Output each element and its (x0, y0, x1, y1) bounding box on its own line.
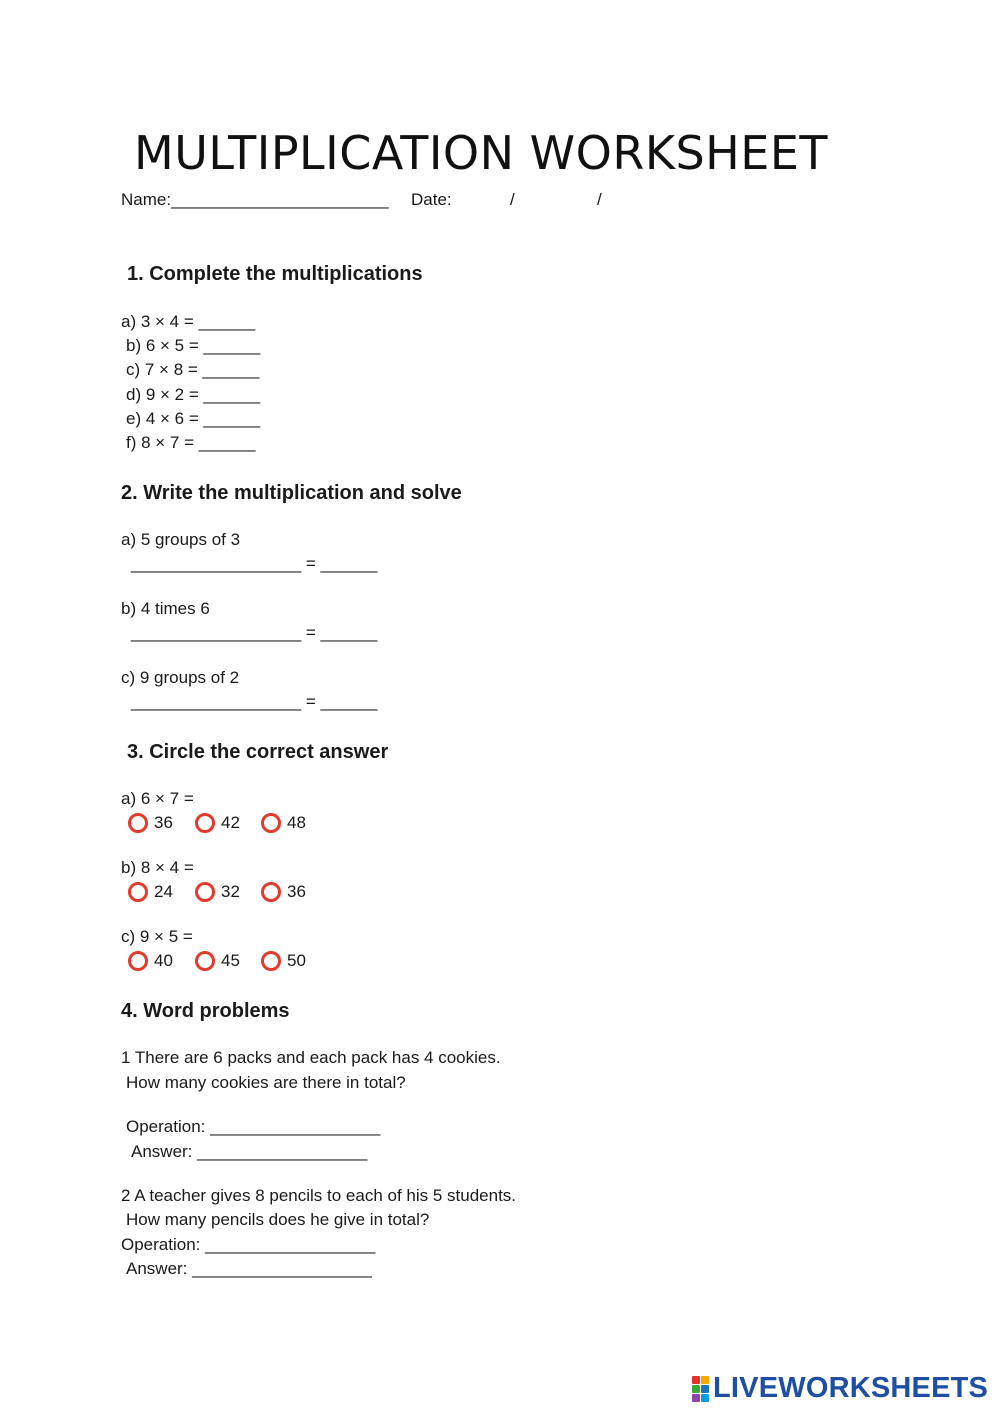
section-1-heading: 1. Complete the multiplications (127, 263, 423, 285)
circle-icon (261, 882, 281, 902)
worksheet-title: MULTIPLICATION WORKSHEET (134, 126, 829, 180)
circle-icon (195, 882, 215, 902)
section-3-heading: 3. Circle the correct answer (127, 741, 389, 763)
liveworksheets-logo-icon (692, 1376, 709, 1402)
multiplication-item[interactable]: b) 6 × 5 = ______ (126, 336, 261, 355)
answer-field[interactable]: Answer: ___________________ (126, 1259, 372, 1278)
circle-icon (261, 813, 281, 833)
name-field[interactable]: Name:_______________________ (121, 190, 389, 209)
word-problem-text: How many pencils does he give in total? (126, 1210, 430, 1229)
answer-option[interactable]: 40 (128, 951, 173, 971)
circle-icon (195, 813, 215, 833)
answer-line[interactable]: __________________ = ______ (131, 623, 378, 642)
date-separator: / (510, 190, 515, 209)
answer-option[interactable]: 36 (261, 882, 306, 902)
section-2-heading: 2. Write the multiplication and solve (121, 482, 462, 504)
answer-option[interactable]: 32 (195, 882, 240, 902)
question-prompt: b) 8 × 4 = (121, 858, 194, 877)
multiplication-item[interactable]: f) 8 × 7 = ______ (126, 433, 256, 452)
answer-option[interactable]: 48 (261, 813, 306, 833)
operation-field[interactable]: Operation: __________________ (121, 1235, 376, 1254)
multiplication-item[interactable]: e) 4 × 6 = ______ (126, 409, 261, 428)
word-problem-text: 2 A teacher gives 8 pencils to each of his 5 students. (121, 1186, 517, 1205)
circle-icon (128, 951, 148, 971)
circle-icon (128, 813, 148, 833)
answer-field[interactable]: Answer: __________________ (131, 1142, 368, 1161)
problem-prompt: c) 9 groups of 2 (121, 668, 240, 687)
multiplication-item[interactable]: a) 3 × 4 = ______ (121, 312, 256, 331)
multiplication-item[interactable]: c) 7 × 8 = ______ (126, 360, 260, 379)
answer-line[interactable]: __________________ = ______ (131, 692, 378, 711)
answer-option[interactable]: 36 (128, 813, 173, 833)
answer-option[interactable]: 42 (195, 813, 240, 833)
multiplication-item[interactable]: d) 9 × 2 = ______ (126, 385, 261, 404)
operation-field[interactable]: Operation: __________________ (126, 1117, 381, 1136)
word-problem-text: How many cookies are there in total? (126, 1073, 406, 1092)
date-label: Date: (411, 190, 452, 209)
problem-prompt: a) 5 groups of 3 (121, 530, 241, 549)
question-prompt: a) 6 × 7 = (121, 789, 194, 808)
answer-option[interactable]: 50 (261, 951, 306, 971)
liveworksheets-logo (692, 1372, 988, 1405)
answer-option[interactable]: 24 (128, 882, 173, 902)
word-problem-text: 1 There are 6 packs and each pack has 4 cookies. (121, 1048, 501, 1067)
circle-icon (195, 951, 215, 971)
circle-icon (128, 882, 148, 902)
answer-line[interactable]: __________________ = ______ (131, 554, 378, 573)
question-prompt: c) 9 × 5 = (121, 927, 193, 946)
section-4-heading: 4. Word problems (121, 1000, 290, 1022)
brand-text: LIVEWORKSHEETS (713, 1372, 989, 1404)
date-separator: / (597, 190, 602, 209)
circle-icon (261, 951, 281, 971)
problem-prompt: b) 4 times 6 (121, 599, 210, 618)
answer-option[interactable]: 45 (195, 951, 240, 971)
